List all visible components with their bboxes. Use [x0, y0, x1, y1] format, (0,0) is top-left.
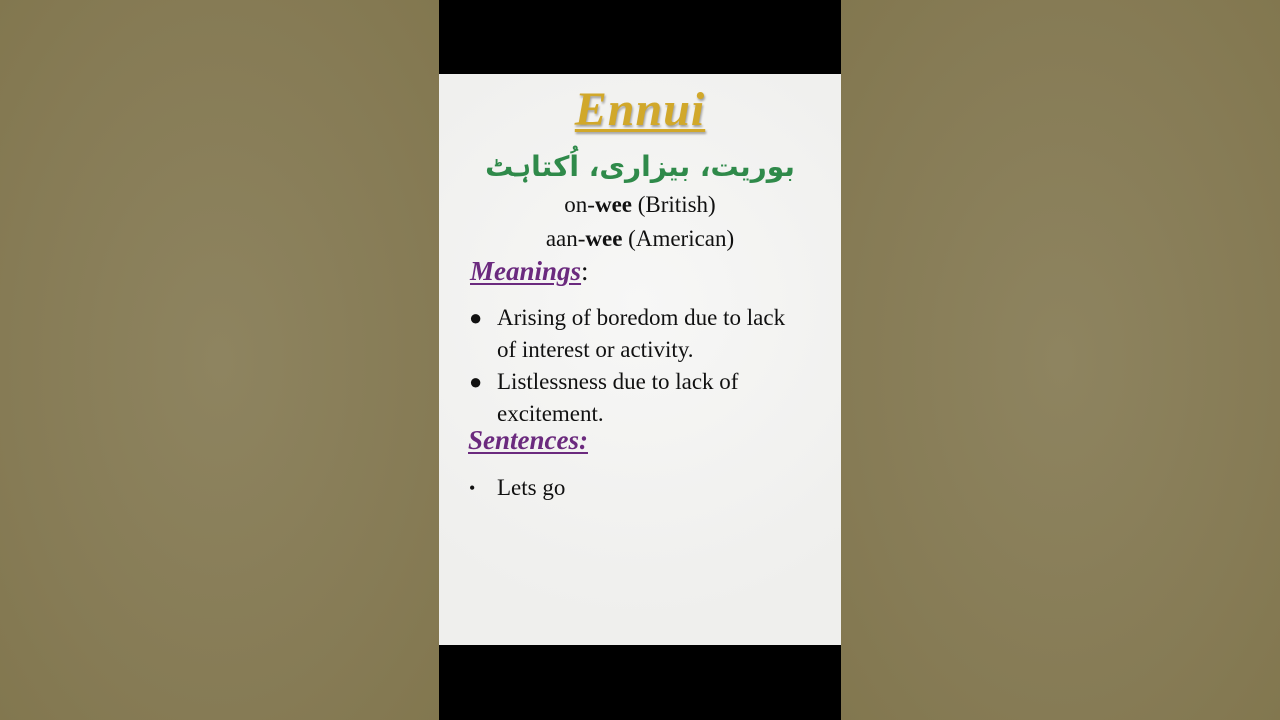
left-background [0, 0, 439, 720]
sentences-list [469, 472, 799, 504]
pron-prefix: aan- [545, 226, 586, 251]
sentences-heading [468, 425, 588, 456]
bullet-icon: ● [469, 305, 483, 330]
video-frame[interactable] [439, 0, 841, 720]
pron-stress: wee [594, 192, 632, 217]
word-title: Ennui [574, 83, 706, 136]
meanings-list [469, 302, 799, 430]
meaning-text: Listlessness due to lack of excitement. [497, 369, 739, 426]
pronunciation-american [439, 226, 841, 252]
right-background [841, 0, 1280, 720]
bullet-icon: ● [469, 369, 483, 394]
pronunciation-british [439, 192, 841, 218]
meanings-heading [470, 256, 589, 287]
list-item [469, 472, 799, 504]
pron-region: (British) [632, 192, 716, 217]
vocabulary-card [439, 74, 841, 645]
bullet-icon: • [469, 478, 476, 498]
meaning-text: Arising of boredom due to lack of interest or activity. [497, 305, 786, 362]
list-item [469, 302, 799, 366]
pron-stress: wee [585, 226, 623, 251]
list-item [469, 366, 799, 430]
sentence-text: Lets go [497, 475, 566, 500]
meanings-heading-colon: : [581, 256, 589, 286]
pron-prefix: on- [564, 192, 595, 217]
pron-region: (American) [622, 226, 735, 251]
meanings-heading-text: Meanings [470, 256, 582, 286]
sentences-heading-text: Sentences: [468, 425, 588, 455]
urdu-translation: بوریت، بیزاری، اُکتاہٹ [485, 150, 795, 183]
